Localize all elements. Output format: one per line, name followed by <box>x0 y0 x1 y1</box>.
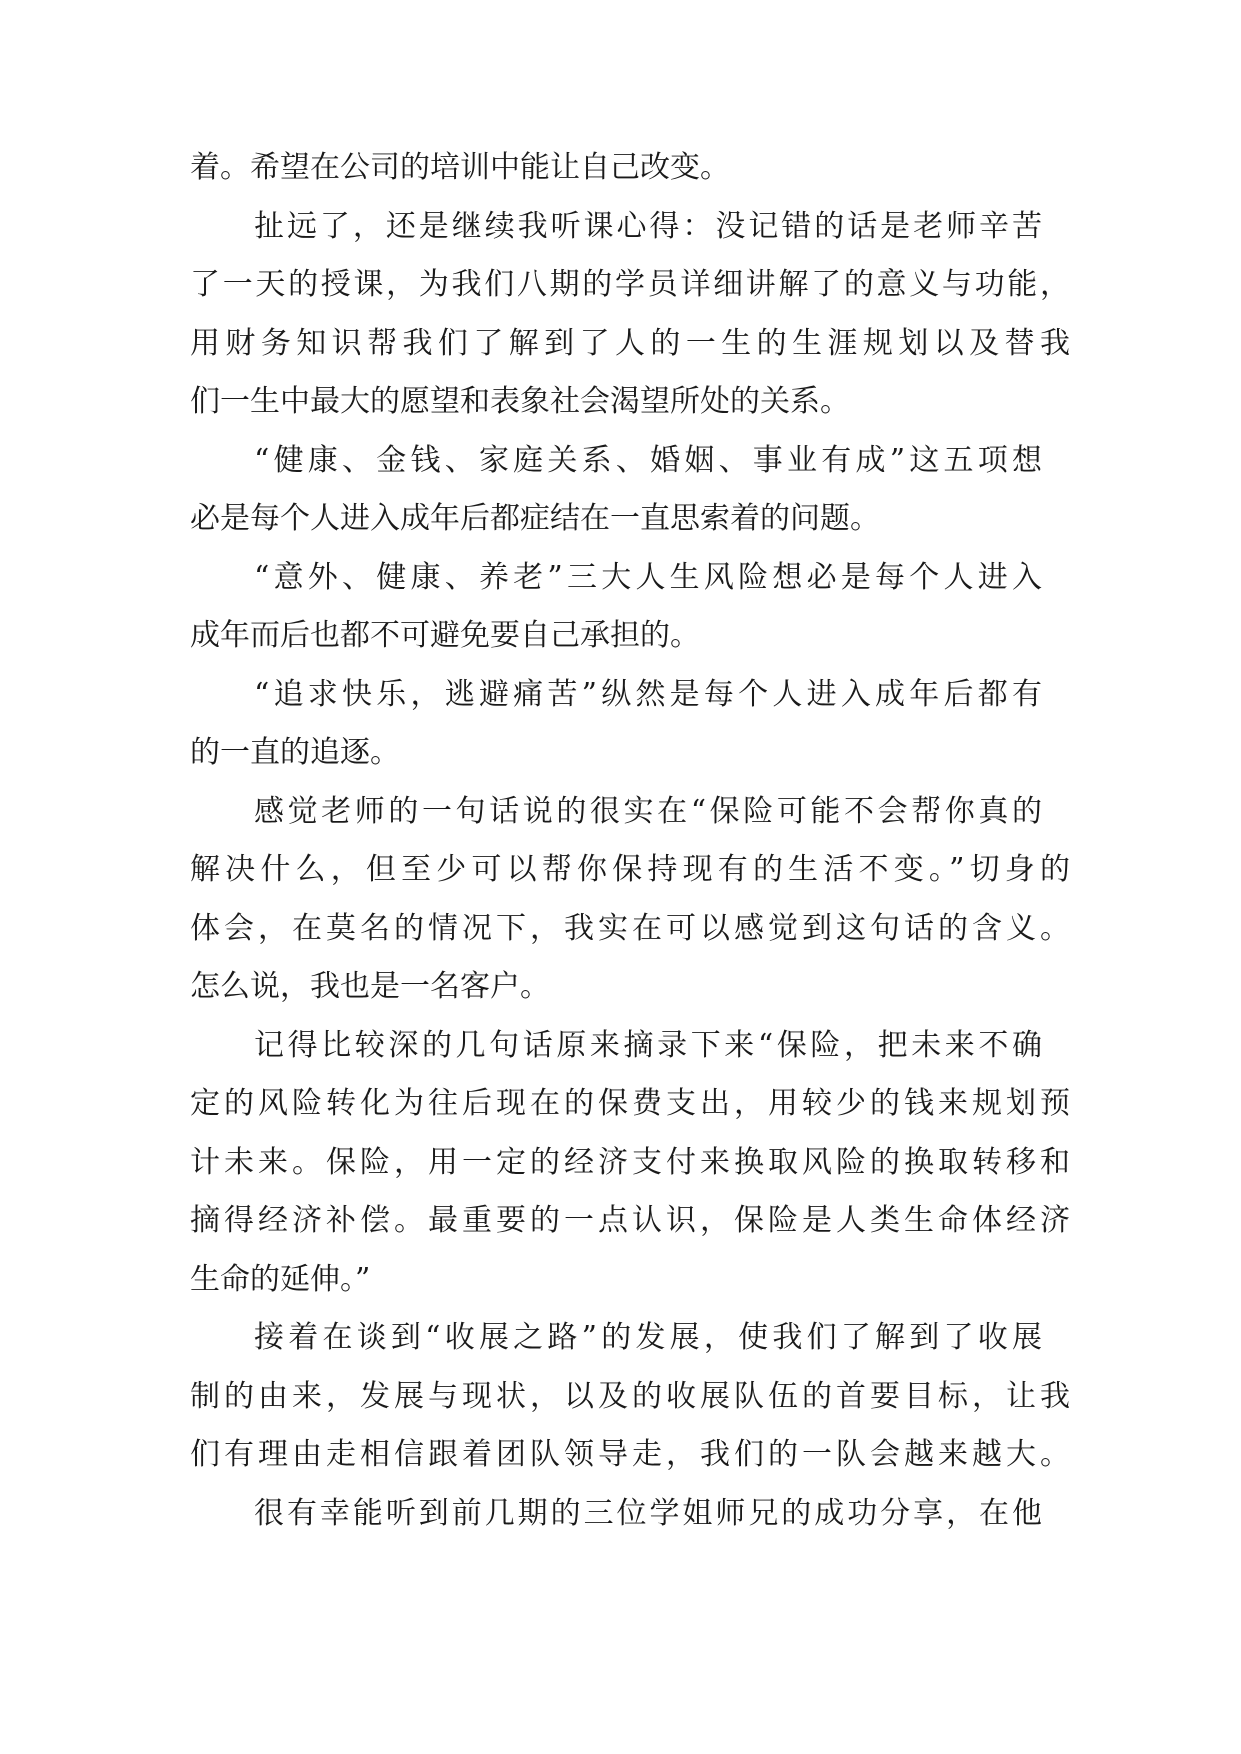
text-line: 计未来。保险，用一定的经济支付来换取风险的换取转移和 <box>190 1145 1070 1180</box>
text-line: 的一直的追逐。 <box>190 735 400 770</box>
text-line: 感觉老师的一句话说的很实在“保险可能不会帮你真的 <box>254 794 1042 829</box>
text-line: 必是每个人进入成年后都症结在一直思索着的问题。 <box>190 501 880 536</box>
text-line: 定的风险转化为往后现在的保费支出，用较少的钱来规划预 <box>190 1086 1070 1121</box>
text-line: 接着在谈到“收展之路”的发展，使我们了解到了收展 <box>254 1320 1042 1355</box>
text-line: “意外、健康、养老”三大人生风险想必是每个人进入 <box>254 560 1042 595</box>
text-line: 着。希望在公司的培训中能让自己改变。 <box>190 150 730 185</box>
text-line: 成年而后也都不可避免要自己承担的。 <box>190 618 700 653</box>
text-line: 生命的延伸。” <box>190 1262 371 1297</box>
text-line: 扯远了，还是继续我听课心得：没记错的话是老师辛苦 <box>254 209 1042 244</box>
text-line: 体会，在莫名的情况下，我实在可以感觉到这句话的含义。 <box>190 911 1070 946</box>
text-line: “追求快乐，逃避痛苦”纵然是每个人进入成年后都有 <box>254 677 1042 712</box>
text-line: 记得比较深的几句话原来摘录下来“保险，把未来不确 <box>254 1028 1042 1063</box>
text-line: “健康、金钱、家庭关系、婚姻、事业有成”这五项想 <box>254 443 1042 478</box>
text-line: 摘得经济补偿。最重要的一点认识，保险是人类生命体经济 <box>190 1203 1070 1238</box>
text-line: 们有理由走相信跟着团队领导走，我们的一队会越来越大。 <box>190 1437 1070 1472</box>
text-line: 解决什么，但至少可以帮你保持现有的生活不变。”切身的 <box>190 852 1070 887</box>
text-line: 制的由来，发展与现状，以及的收展队伍的首要目标，让我 <box>190 1379 1070 1414</box>
text-line: 们一生中最大的愿望和表象社会渴望所处的关系。 <box>190 384 850 419</box>
text-line: 用财务知识帮我们了解到了人的一生的生涯规划以及替我 <box>190 326 1070 361</box>
text-line: 怎么说，我也是一名客户。 <box>190 969 550 1004</box>
text-line: 很有幸能听到前几期的三位学姐师兄的成功分享，在他 <box>254 1496 1042 1531</box>
text-line: 了一天的授课，为我们八期的学员详细讲解了的意义与功能， <box>190 267 1070 302</box>
